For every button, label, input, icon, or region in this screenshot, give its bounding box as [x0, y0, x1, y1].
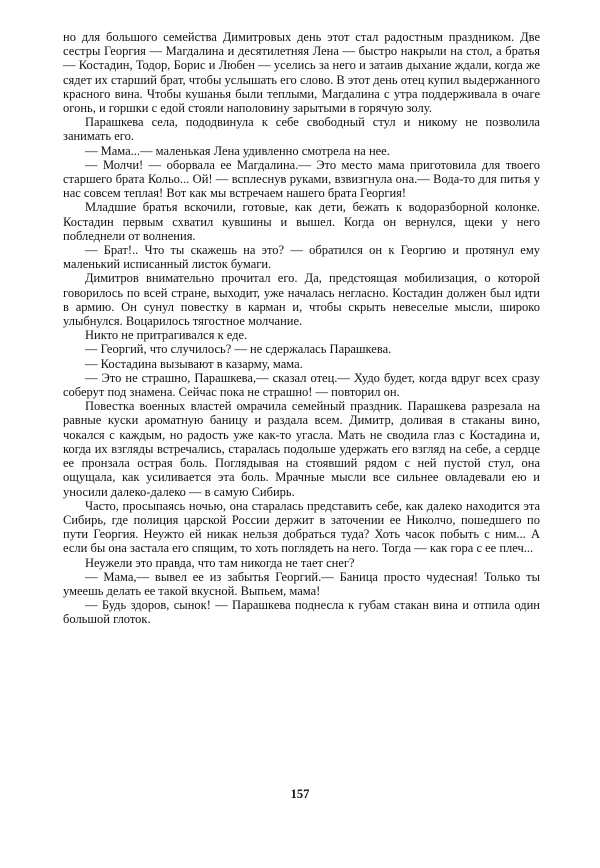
paragraph: — Это не страшно, Парашкева,— сказал отец.— Худо будет, когда вдруг всех сразу соберут под знамена. Сейчас пока не страшно! — повторил он. [63, 370, 540, 400]
book-page-text [63, 30, 540, 627]
paragraph: Парашкева села, пододвинула к себе свободный стул и никому не позволила занимать его. [63, 115, 540, 144]
paragraph: но для большого семейства Димитровых день этот стал радостным праздником. Две сестры Георгия — Магдалина и десятилетняя Лена — быстро накрыли на стол, а братья — Костадин, Тодор, Борис и Любен — уселись за него и затаив дыхание ждали, когда же сядет их старший брат, чтобы услышать его слово. В этот день отец купил выдержанного красного вина. Чтобы кушанья были теплыми, Магдалина с утра поддерживала в очаге огонь, и горшки с едой стояли наполовину зарытыми в горячую золу. [63, 30, 540, 116]
paragraph: Никто не притрагивался к еде. [85, 328, 248, 343]
paragraph: — Мама...— маленькая Лена удивленно смотрела на нее. [85, 143, 390, 158]
paragraph: — Мама,— вывел ее из забытья Георгий.— Баница просто чудесная! Только ты умеешь делать ее такой вкусной. Выпьем, мама! [63, 569, 540, 598]
paragraph: — Костадина вызывают в казарму, мама. [85, 356, 303, 371]
paragraph: Часто, просыпаясь ночью, она старалась представить себе, как далеко находится эта Сибирь, где полиция царской России держит в заточении ее Николчо, пошедшего по пути Георгия. Неужто ей никак нельзя добраться туда? Хоть часок побыть с ним... А если бы она застала его спящим, то хоть поглядеть на него. Тогда — как гора с ее плеч... [63, 498, 540, 556]
paragraph: — Брат!.. Что ты скажешь на это? — обратился он к Георгию и протянул ему маленький исписанный листок бумаги. [63, 243, 540, 272]
page-number: 157 [290, 787, 310, 801]
paragraph: Димитров внимательно прочитал его. Да, предстоящая мобилизация, о которой говорилось по всей стране, выходит, уже началась негласно. Костадин должен был идти в армию. Он сунул повестку в карман и, чтобы скрыть невеселые мысли, широко улыбнулся. Воцарилось тягостное молчание. [63, 271, 540, 329]
paragraph: — Будь здоров, сынок! — Парашкева поднесла к губам стакан вина и отпила один большой глоток. [63, 598, 540, 627]
paragraph: — Молчи! — оборвала ее Магдалина.— Это место мама приготовила для твоего старшего брата Кольо... Ой! — всплеснув руками, взвизгнула она.— Вода-то для питья у нас совсем теплая! Вот как мы встречаем нашего брата Георгия! [63, 157, 540, 201]
paragraph: — Георгий, что случилось? — не сдержалась Парашкева. [85, 342, 392, 357]
paragraph: Повестка военных властей омрачила семейный праздник. Парашкева разрезала на равные куски ароматную баницу и раздала всем. Димитр, доливая в стаканы вино, чокался с каждым, но радость уже как-то угасла. Мать не сводила глаз с Костадина и, когда их взгляды встречались, старалась подольше удержать его взгляд на себе, а сердце ее пронзала острая боль. Поглядывая на стоявший рядом с ней пустой стул, она ощущала, как усиливается эта боль. Мрачные мысли все сильнее овладевали ею и уносили далеко-далеко — в самую Сибирь. [63, 399, 540, 499]
paragraph: Неужели это правда, что там никогда не тает снег? [85, 555, 355, 570]
paragraph: Младшие братья вскочили, готовые, как дети, бежать к водоразборной колонке. Костадин первым схватил кувшины и вышел. Когда он вернулся, щеки у него побледнели от волнения. [63, 200, 540, 243]
